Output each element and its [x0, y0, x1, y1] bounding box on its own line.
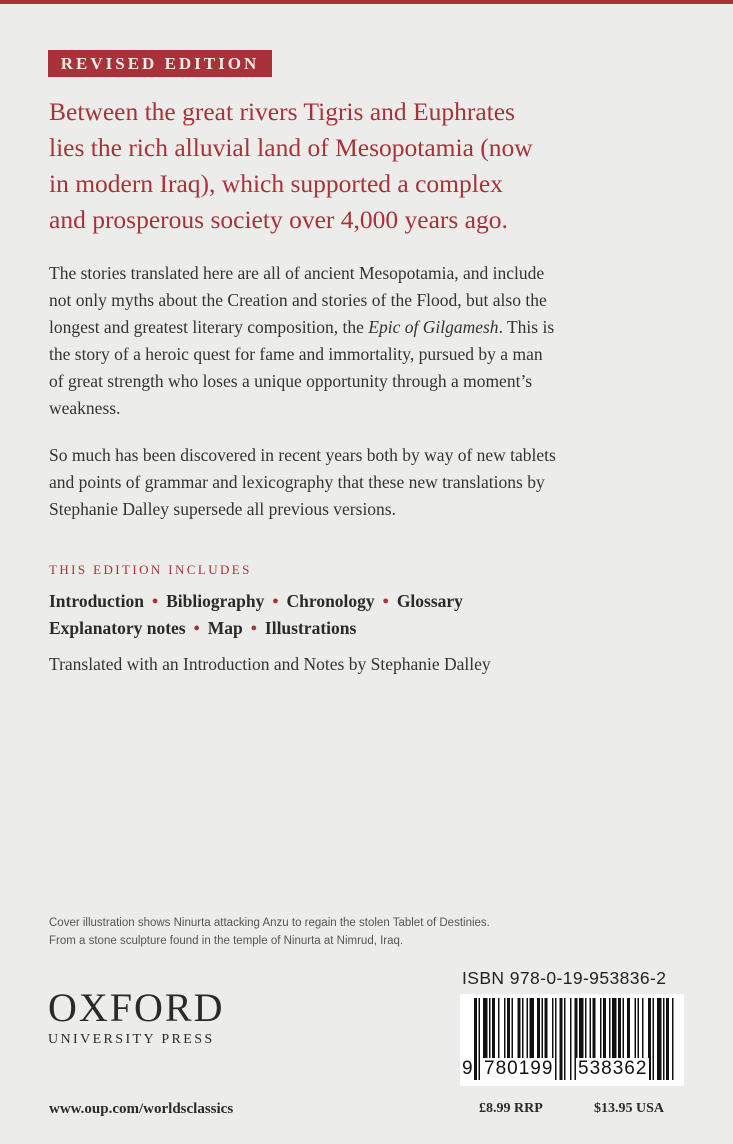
body-line: The stories translated here are all of ancient Mesopotamia, and include: [49, 263, 545, 283]
lead-paragraph: [49, 94, 649, 238]
bullet-separator: •: [193, 618, 200, 638]
cover-note-line: From a stone sculpture found in the temple of Ninurta at Nimrud, Iraq.: [49, 935, 404, 947]
lead-line: Between the great rivers Tigris and Euphrates: [49, 97, 515, 126]
epic-title: Epic of Gilgamesh: [368, 317, 499, 337]
website-url: www.oup.com/worldsclassics: [49, 1101, 234, 1117]
lead-line: and prosperous society over 4,000 years ago.: [49, 205, 508, 234]
edition-includes-heading: THIS EDITION INCLUDES: [49, 562, 252, 577]
body-line: the story of a heroic quest for fame and immortality, pursued by a man: [49, 344, 543, 364]
barcode-right-digits: 538362: [578, 1058, 648, 1079]
publisher-logo: [48, 985, 225, 1048]
includes-item: Explanatory notes: [49, 618, 186, 638]
bullet-separator: •: [382, 591, 389, 611]
body-line: not only myths about the Creation and stories of the Flood, but also the: [49, 290, 547, 310]
cover-illustration-note: [49, 914, 609, 950]
barcode-left-digits: 780199: [484, 1058, 554, 1079]
barcode-first-digit: 9: [462, 1058, 473, 1079]
includes-item: Map: [207, 618, 243, 638]
publisher-subtitle: UNIVERSITY PRESS: [48, 1032, 215, 1047]
body-line: Stephanie Dalley supersede all previous versions.: [49, 499, 396, 519]
body-line: So much has been discovered in recent years both by way of new tablets: [49, 445, 556, 465]
includes-item: Glossary: [396, 591, 463, 611]
cover-note-line: Cover illustration shows Ninurta attacking Anzu to regain the stolen Tablet of Destinies.: [49, 917, 490, 929]
includes-row: [49, 615, 669, 642]
translator-credit: Translated with an Introduction and Notes by Stephanie Dalley: [49, 654, 491, 674]
barcode: [460, 994, 684, 1086]
bullet-separator: •: [151, 591, 159, 611]
bullet-separator: •: [250, 618, 257, 638]
includes-item: Illustrations: [264, 618, 357, 638]
includes-item: Chronology: [286, 591, 375, 611]
publisher-name: OXFORD: [48, 985, 225, 1030]
description-paragraph: [49, 260, 689, 422]
includes-item: Introduction: [49, 591, 144, 611]
includes-row: [49, 588, 669, 615]
isbn-label: ISBN 978-0-19-953836-2: [462, 968, 667, 988]
body-line: of great strength who loses a unique opportunity through a moment’s: [49, 371, 533, 391]
price-gbp: £8.99 RRP: [479, 1101, 543, 1116]
price-usd: $13.95 USA: [594, 1101, 665, 1116]
top-rule: [0, 0, 733, 4]
body-line: . This is: [498, 317, 555, 337]
translation-paragraph: [49, 442, 689, 523]
barcode-digits: [460, 1056, 684, 1082]
body-line: weakness.: [49, 398, 121, 418]
body-line: and points of grammar and lexicography that these new translations by: [49, 472, 545, 492]
body-line: longest and greatest literary composition, the: [49, 317, 369, 337]
lead-line: lies the rich alluvial land of Mesopotamia (now: [49, 133, 533, 162]
includes-item: Bibliography: [166, 591, 265, 611]
edition-includes-list: [49, 588, 669, 642]
revised-edition-badge: REVISED EDITION: [48, 50, 272, 77]
lead-line: in modern Iraq), which supported a complex: [49, 169, 503, 198]
bullet-separator: •: [272, 591, 279, 611]
